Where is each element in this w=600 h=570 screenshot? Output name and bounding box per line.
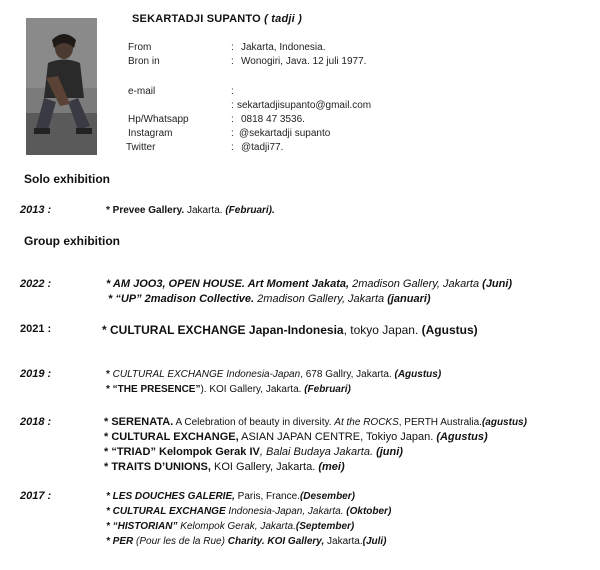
entry-2021-1-title: * CULTURAL EXCHANGE Japan-Indonesia [102, 323, 344, 337]
entry-2019-1-venue: , 678 Gallry, Jakarta. [300, 369, 395, 380]
entry-2017-4-subtitle: (Pour les de la Rue) [133, 536, 228, 547]
profile-name-text: SEKARTADJI SUPANTO [132, 13, 261, 25]
entry-2017-1 [106, 491, 355, 502]
entry-2018-3-month: (juni) [376, 446, 403, 458]
entry-2019-2-venue: ). KOI Gallery, Jakarta. [200, 384, 305, 395]
field-born-value: Wonogiri, Java. 12 juli 1977. [241, 56, 367, 67]
year-2022: 2022 : [20, 278, 52, 290]
entry-2018-2-month: (Agustus) [436, 431, 488, 443]
solo-entry-month: (Februari). [225, 205, 275, 216]
field-from-value: Jakarta, Indonesia. [241, 42, 326, 53]
solo-year: 2013 : [20, 204, 52, 216]
field-instagram-label: Instagram [128, 128, 173, 139]
entry-2017-3-title: * “HISTORIAN” [106, 521, 178, 532]
entry-2017-4-month: (Juli) [362, 536, 387, 547]
entry-2019-2-month: (Februari) [304, 384, 351, 395]
year-2021: 2021 : [20, 323, 52, 335]
entry-2022-1-venue: 2madison Gallery, Jakarta [349, 278, 483, 290]
entry-2022-1-month: (Juni) [482, 278, 513, 290]
field-twitter-label: Twitter [126, 142, 156, 153]
entry-2021-1-venue: , tokyo Japan. [343, 323, 422, 337]
field-phone-value: 0818 47 3536. [241, 114, 305, 125]
entry-2018-1 [104, 416, 527, 428]
group-heading: Group exhibition [24, 234, 120, 248]
solo-entry-venue: * Prevee Gallery. [106, 205, 185, 216]
field-twitter-colon: : [231, 142, 234, 153]
entry-2017-3-month: (September) [295, 521, 355, 532]
entry-2017-2-venue: Indonesia-Japan, Jakarta. [225, 506, 347, 517]
entry-2019-1 [106, 369, 441, 380]
entry-2017-3 [106, 521, 354, 532]
field-phone-colon: : [231, 114, 234, 125]
field-twitter-value: @tadji77. [241, 142, 284, 153]
entry-2018-2 [104, 431, 488, 443]
entry-2018-1-month: (agustus) [481, 417, 527, 428]
entry-2022-1-title: * AM JOO3, OPEN HOUSE. Art Moment Jakata, [106, 278, 350, 290]
field-phone-label: Hp/Whatsapp [128, 114, 189, 125]
field-email-value-colon: : [231, 100, 234, 111]
entry-2017-2 [106, 506, 391, 517]
field-email-label: e-mail [128, 86, 156, 97]
entry-2022-2-venue: 2madison Gallery, Jakarta [254, 293, 388, 305]
field-email-value[interactable]: sekartadjisupanto@gmail.com [237, 100, 372, 111]
entry-2017-4-title: * PER [106, 536, 134, 547]
solo-entry-city: Jakarta. [184, 205, 226, 216]
field-instagram-colon: : [231, 128, 234, 139]
entry-2018-1-title: * SERENATA. [104, 416, 174, 428]
year-2018: 2018 : [20, 416, 52, 428]
entry-2017-2-title: * CULTURAL EXCHANGE [106, 506, 226, 517]
entry-2021-1-month: (Agustus) [421, 323, 478, 337]
entry-2021-1 [102, 323, 478, 337]
entry-2019-1-subtitle: Indonesia-Japan [223, 369, 301, 380]
entry-2018-2-venue: ASIAN JAPAN CENTRE, Tokiyo Japan. [238, 431, 437, 443]
entry-2017-4-venue: Charity. KOI Gallery, [227, 536, 325, 547]
entry-2022-2-title: * “UP” 2madison Collective. [108, 293, 255, 305]
entry-2019-1-title: CULTURAL EXCHANGE [112, 369, 224, 380]
entry-2017-1-title: * LES DOUCHES GALERIE, [106, 491, 235, 502]
entry-2018-3-venue: , Balai Budaya Jakarta. [259, 446, 377, 458]
entry-2019-2-title: * “THE PRESENCE” [106, 384, 201, 395]
entry-2018-1-venue: , PERTH Australia. [398, 417, 482, 428]
entry-2018-4-month: (mei) [318, 461, 345, 473]
profile-photo-image [26, 18, 97, 155]
field-instagram-value: @sekartadji supanto [239, 128, 331, 139]
entry-2019-1-bullet: * [106, 369, 113, 380]
year-2019: 2019 : [20, 368, 52, 380]
entry-2018-4-venue: KOI Gallery, Jakarta. [210, 461, 319, 473]
profile-photo [26, 18, 97, 155]
field-born-label: Bron in [128, 56, 160, 67]
entry-2022-2 [108, 293, 431, 305]
entry-2018-1-desc: A Celebration of beauty in diversity. [173, 417, 335, 428]
entry-2017-4 [106, 536, 387, 547]
entry-2019-2 [106, 384, 351, 395]
entry-2017-1-venue: Paris, France. [234, 491, 300, 502]
profile-name [132, 13, 302, 25]
entry-2019-1-month: (Agustus) [394, 369, 442, 380]
entry-2022-1 [106, 278, 512, 290]
year-2017: 2017 : [20, 490, 52, 502]
solo-entry [106, 205, 275, 216]
entry-2018-2-title: * CULTURAL EXCHANGE, [104, 431, 239, 443]
field-email-colon: : [231, 86, 234, 97]
entry-2022-2-month: (januari) [387, 293, 431, 305]
field-from-label: From [128, 42, 152, 53]
entry-2017-2-month: (Oktober) [346, 506, 392, 517]
entry-2017-3-venue: Kelompok Gerak, Jakarta. [177, 521, 296, 532]
field-born-colon: : [231, 56, 234, 67]
entry-2018-4-title: * TRAITS D’UNIONS, [104, 461, 211, 473]
entry-2018-4 [104, 461, 345, 473]
entry-2017-1-month: (Desember) [299, 491, 355, 502]
entry-2018-3-title: * “TRIAD” Kelompok Gerak IV [104, 446, 260, 458]
entry-2018-1-place: At the ROCKS [334, 417, 399, 428]
field-from-colon: : [231, 42, 234, 53]
solo-heading: Solo exhibition [24, 172, 110, 186]
entry-2017-4-city: Jakarta. [324, 536, 363, 547]
profile-nickname: ( tadji ) [264, 13, 303, 25]
entry-2018-3 [104, 446, 403, 458]
